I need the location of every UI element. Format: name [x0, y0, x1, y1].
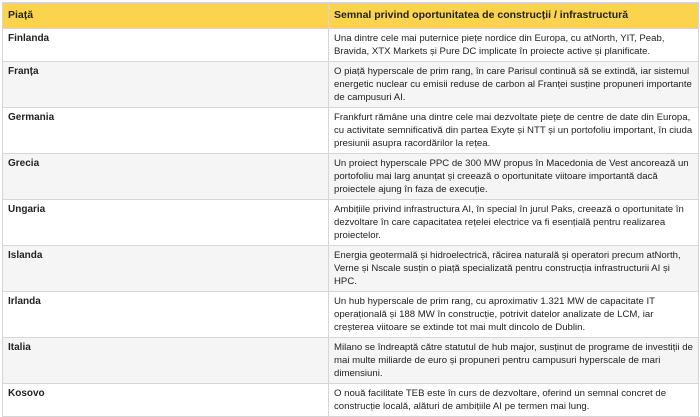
table-row [3, 246, 699, 292]
table-row [3, 154, 699, 200]
signal-cell: Energia geotermală și hidroelectrică, răcirea naturală și operatori precum atNorth, Verne și Nscale susțin o piață specializată pentru construcția infrastructurii AI și HPC. [329, 246, 699, 292]
market-table [2, 2, 699, 417]
table-row [3, 29, 699, 62]
signal-cell: O nouă facilitate TEB este în curs de dezvoltare, oferind un semnal concret de construcție locală, alături de ambițiile AI pe termen mai lung. [329, 384, 699, 417]
table-row [3, 338, 699, 384]
signal-cell: Un hub hyperscale de prim rang, cu aproximativ 1.321 MW de capacitate IT operațională și 188 MW în construcție, potrivit datelor analizate de LCM, iar creșterea viitoare se extinde tot mai mult dincolo de Dublin. [329, 292, 699, 338]
table-row [3, 292, 699, 338]
country-cell: Kosovo [3, 384, 329, 417]
signal-cell: O piață hyperscale de prim rang, în care Parisul continuă să se extindă, iar sistemul energetic nuclear cu emisii reduse de carbon al Franței susține propuneri importante de campusuri AI. [329, 62, 699, 108]
table-row [3, 108, 699, 154]
header-signal: Semnal privind oportunitatea de construcții / infrastructură [329, 3, 699, 29]
signal-cell: Milano se îndreaptă către statutul de hub major, susținut de programe de investiții de mai multe miliarde de euro și propuneri pentru campusuri hyperscale de mari dimensiuni. [329, 338, 699, 384]
signal-cell: Una dintre cele mai puternice piețe nordice din Europa, cu atNorth, YIT, Peab, Bravida, XTX Markets și Pure DC implicate în proiecte active și planificate. [329, 29, 699, 62]
country-cell: Franța [3, 62, 329, 108]
country-cell: Finlanda [3, 29, 329, 62]
table-row [3, 62, 699, 108]
signal-cell: Frankfurt rămâne una dintre cele mai dezvoltate piețe de centre de date din Europa, cu activitate semnificativă din partea Exyte și NTT și un portofoliu important, în ciuda presiunii asupra racordărilor la rețea. [329, 108, 699, 154]
country-cell: Ungaria [3, 200, 329, 246]
table-header-row [3, 3, 699, 29]
country-cell: Irlanda [3, 292, 329, 338]
country-cell: Germania [3, 108, 329, 154]
table-row [3, 384, 699, 417]
signal-cell: Ambițiile privind infrastructura AI, în special în jurul Paks, creează o oportunitate în dezvoltare în care capacitatea rețelei electrice va fi esențială pentru realizarea proiectelor. [329, 200, 699, 246]
signal-cell: Un proiect hyperscale PPC de 300 MW propus în Macedonia de Vest ancorează un portofoliu mai larg anunțat și creează o oportunitate viitoare importantă dacă proiectele ajung în faza de execuție. [329, 154, 699, 200]
country-cell: Italia [3, 338, 329, 384]
country-cell: Islanda [3, 246, 329, 292]
country-cell: Grecia [3, 154, 329, 200]
table-row [3, 200, 699, 246]
header-market: Piață [3, 3, 329, 29]
